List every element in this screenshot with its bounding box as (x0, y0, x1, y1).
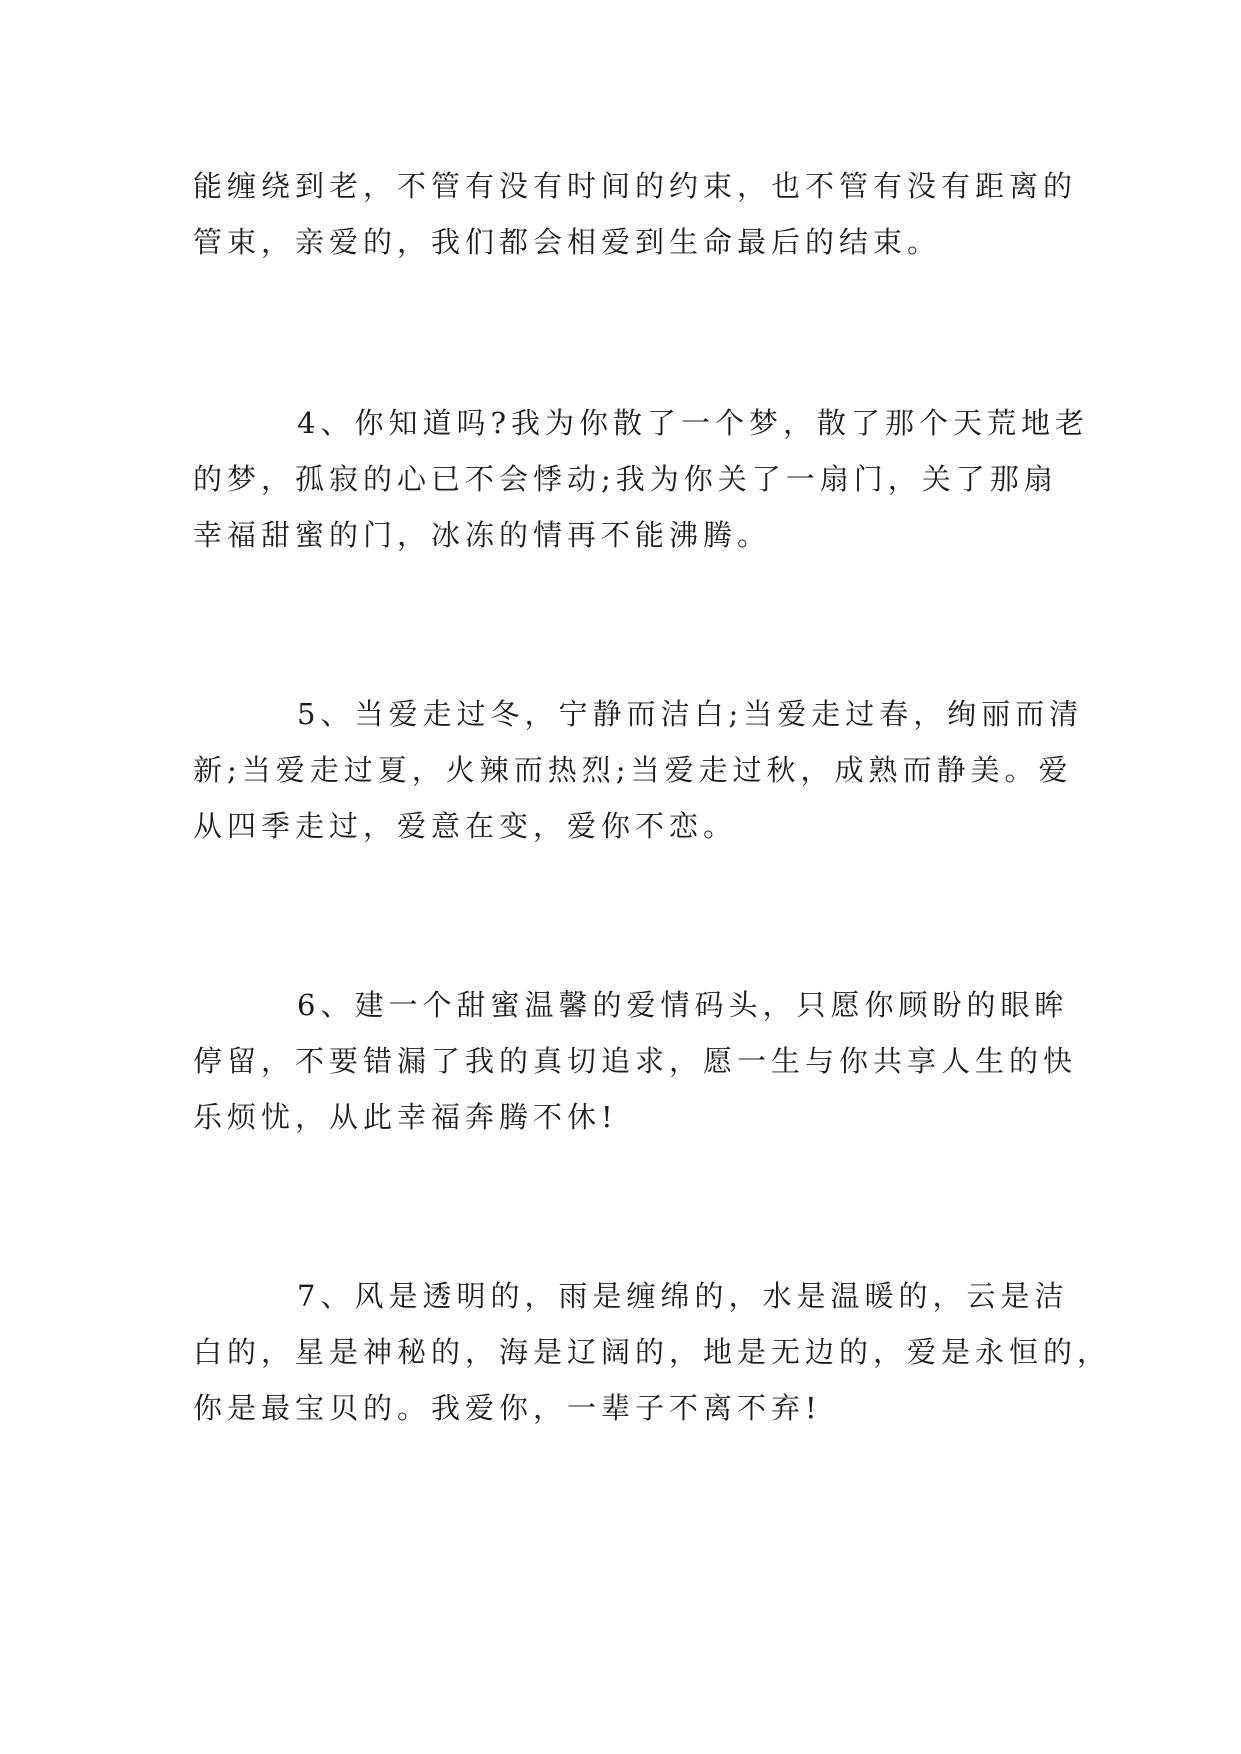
paragraph-line: 新;当爱走过夏，火辣而热烈;当爱走过秋，成熟而静美。爱 (193, 753, 1073, 787)
paragraph-line: 管束，亲爱的，我们都会相爱到生命最后的结束。 (193, 225, 942, 259)
paragraph-continuation (193, 158, 1078, 270)
paragraph-item-7 (193, 1268, 1112, 1436)
paragraph-line: 你是最宝贝的。我爱你，一辈子不离不弃! (193, 1391, 822, 1425)
paragraph-line: 6、建一个甜蜜温馨的爱情码头，只愿你顾盼的眼眸 (297, 988, 1069, 1022)
paragraph-line: 白的，星是神秘的，海是辽阔的，地是无边的，爱是永恒的， (193, 1335, 1112, 1369)
paragraph-line: 从四季走过，爱意在变，爱你不恋。 (193, 809, 738, 843)
paragraph-line: 停留，不要错漏了我的真切追求，愿一生与你共享人生的快 (193, 1044, 1078, 1078)
paragraph-item-6 (193, 977, 1078, 1145)
paragraph-line: 乐烦忧，从此幸福奔腾不休! (193, 1100, 618, 1134)
paragraph-item-4 (193, 395, 1089, 563)
paragraph-line: 4、你知道吗?我为你散了一个梦，散了那个天荒地老 (297, 406, 1089, 440)
paragraph-line: 幸福甜蜜的门，冰冻的情再不能沸腾。 (193, 518, 772, 552)
paragraph-item-5 (193, 686, 1084, 854)
paragraph-line: 7、风是透明的，雨是缠绵的，水是温暖的，云是洁 (297, 1279, 1069, 1313)
paragraph-line: 5、当爱走过冬，宁静而洁白;当爱走过春，绚丽而清 (297, 697, 1084, 731)
paragraph-line: 的梦，孤寂的心已不会悸动;我为你关了一扇门，关了那扇 (193, 462, 1058, 496)
paragraph-line: 能缠绕到老，不管有没有时间的约束，也不管有没有距离的 (193, 169, 1078, 203)
